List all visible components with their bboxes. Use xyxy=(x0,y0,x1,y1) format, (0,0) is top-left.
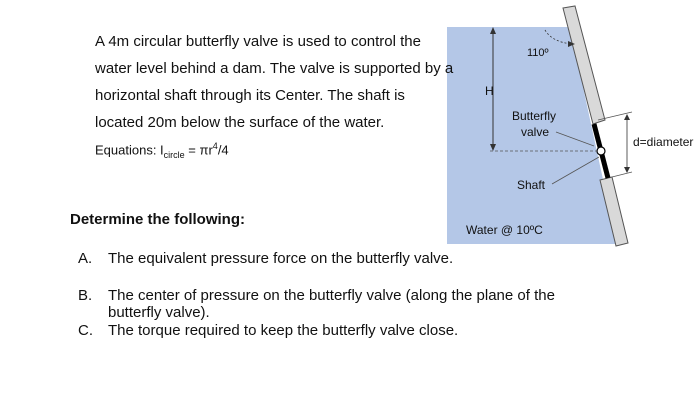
problem-intro: A 4m circular butterfly valve is used to control the water level behind a dam. The valve is supported by a horizontal shaft through its Center. The shaft is located 20m below the surface of the water. xyxy=(95,33,454,131)
task-text-a: The equivalent pressure force on the butterfly valve. xyxy=(108,250,454,267)
label-angle: 110º xyxy=(527,47,549,59)
task-label-b: B. xyxy=(78,287,93,304)
diameter-ext-bottom xyxy=(612,172,632,177)
label-h: H xyxy=(485,84,494,98)
equation-subscript: circle xyxy=(163,149,185,160)
equation-prefix: Equations: I xyxy=(95,142,164,158)
task-text-b: The center of pressure on the butterfly valve (along the plane of the butterfly valve). xyxy=(108,287,555,321)
label-diameter: d=diameter xyxy=(633,135,694,149)
tasks-heading: Determine the following: xyxy=(70,211,246,228)
equation-line xyxy=(95,141,229,160)
task-text-c: The torque required to keep the butterfly valve close. xyxy=(108,322,459,339)
equation-mid: = πr xyxy=(184,142,213,158)
diameter-arrow-bottom xyxy=(624,167,630,173)
equation-superscript: 4 xyxy=(212,141,218,151)
label-valve-line1: Butterfly xyxy=(512,109,557,123)
label-water: Water @ 10ºC xyxy=(466,223,543,237)
task-label-a: A. xyxy=(78,250,93,267)
label-shaft: Shaft xyxy=(517,178,546,192)
label-valve-line2: valve xyxy=(521,125,550,139)
diameter-arrow-top xyxy=(624,114,630,120)
equation-suffix: /4 xyxy=(217,142,229,158)
shaft-point xyxy=(597,147,605,155)
task-label-c: C. xyxy=(78,322,93,339)
